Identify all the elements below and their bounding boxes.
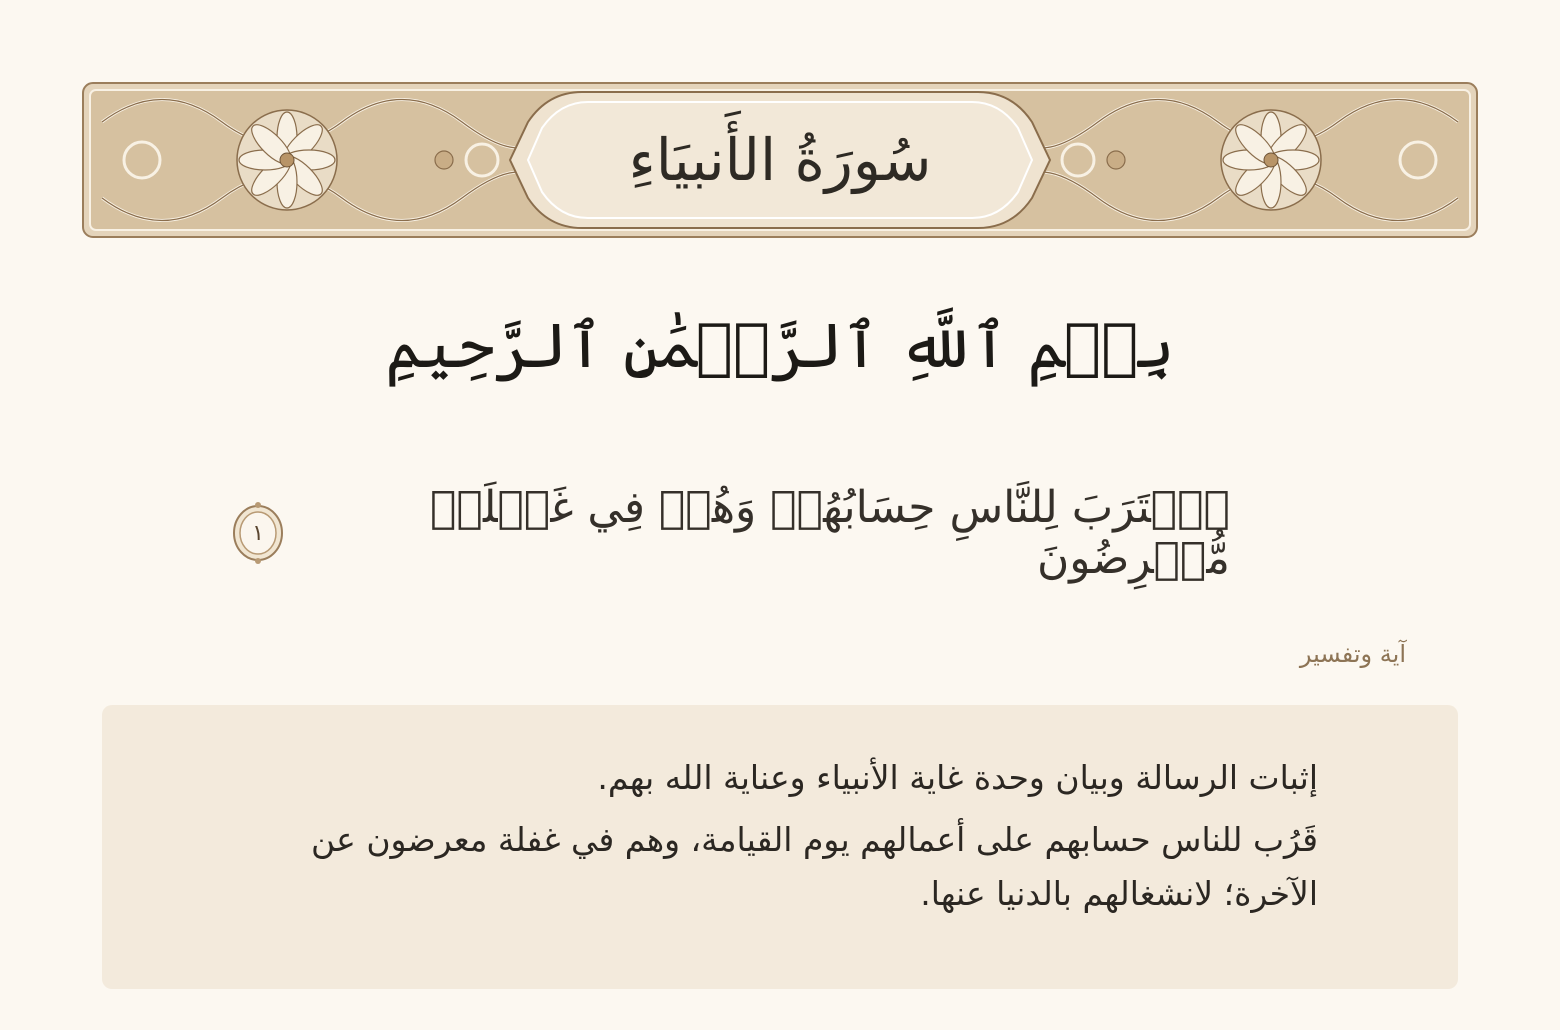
verse-text: ٱقۡتَرَبَ لِلنَّاسِ حِسَابُهُمۡ وَهُمۡ فِي غَفۡلَةٖ مُّعۡرِضُونَ bbox=[430, 482, 1230, 584]
verse-line[interactable] bbox=[230, 482, 1230, 584]
surah-header-banner bbox=[82, 82, 1478, 238]
surah-title: سُورَةُ الأَنبيَاءِ bbox=[628, 126, 932, 194]
ayah-number: ١ bbox=[252, 520, 264, 546]
tafsir-summary: إثبات الرسالة وبيان وحدة غاية الأنبياء وعناية الله بهم. bbox=[597, 758, 1318, 797]
tafsir-section-label: آية وتفسير bbox=[1299, 640, 1406, 668]
ayah-marker bbox=[230, 502, 286, 564]
tafsir-explanation: قَرُب للناس حسابهم على أعمالهم يوم القيامة، وهم في غفلة معرضون عن الآخرة؛ لانشغالهم بالدنيا عنها. bbox=[311, 820, 1318, 913]
tafsir-box bbox=[102, 705, 1458, 989]
basmala: بِسۡمِ ٱللَّهِ ٱلرَّحۡمَٰنِ ٱلرَّحِيمِ bbox=[385, 308, 1175, 382]
